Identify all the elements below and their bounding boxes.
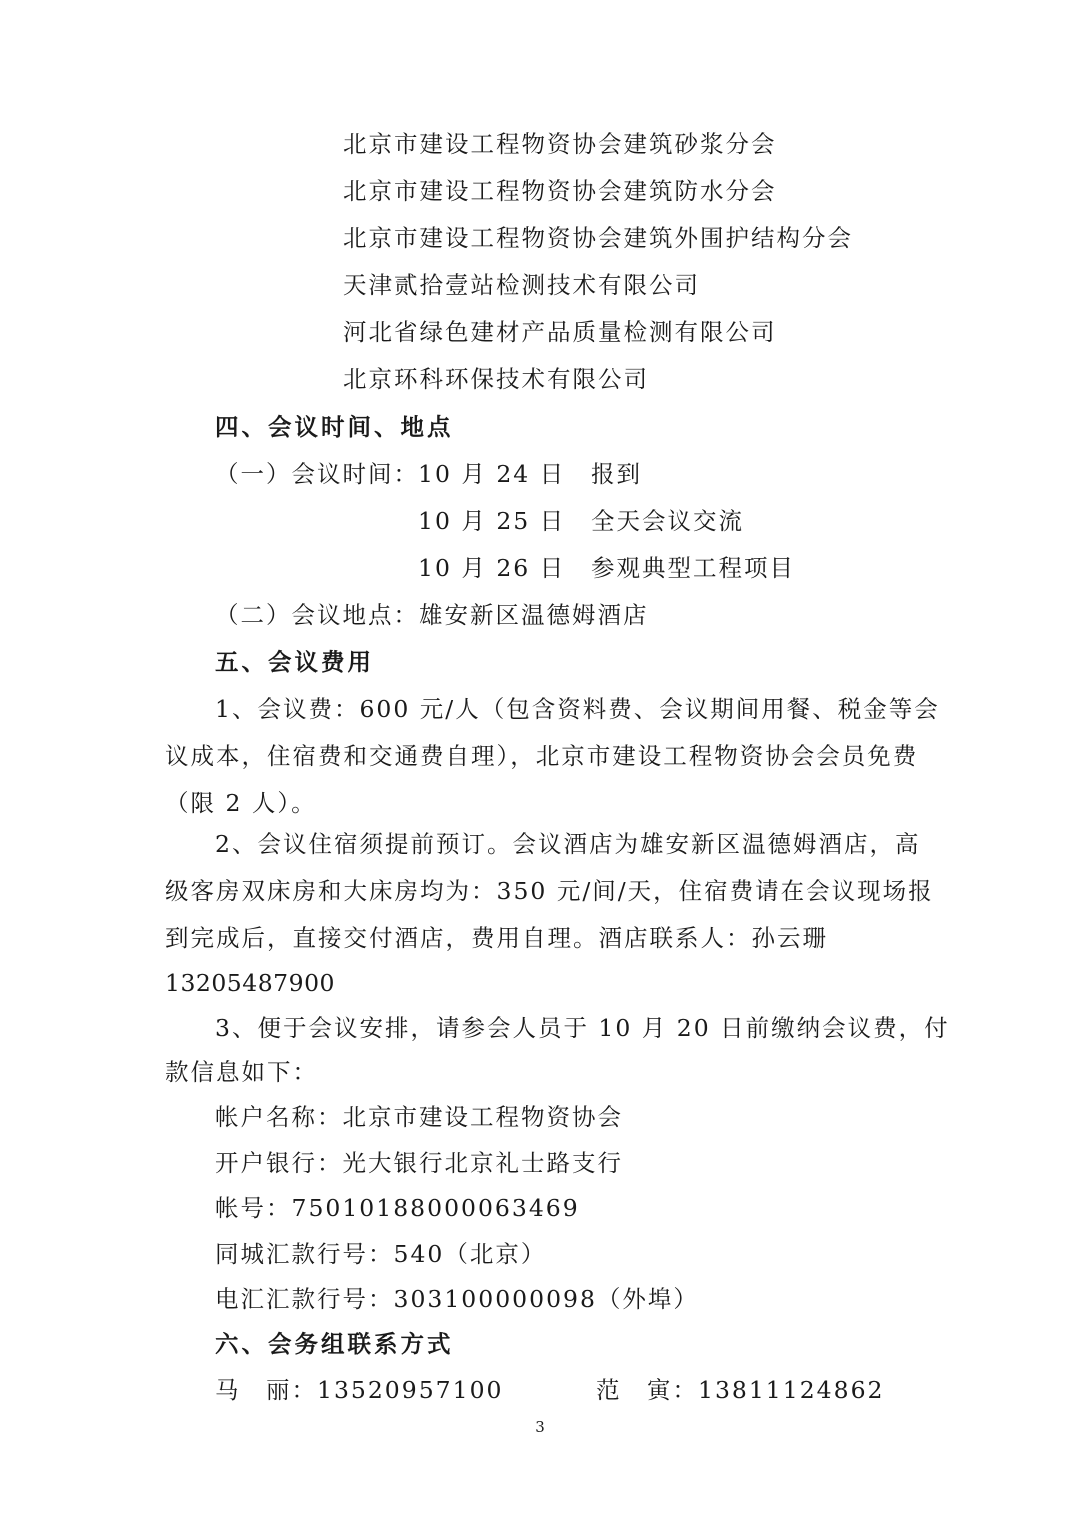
local-transfer-code: 同城汇款行号：540（北京） [215, 1240, 547, 1268]
schedule-event: 参观典型工程项目 [591, 554, 795, 582]
organizer-line: 北京市建设工程物资协会建筑防水分会 [343, 177, 777, 205]
meeting-location: （二）会议地点：雄安新区温德姆酒店 [215, 601, 649, 629]
meeting-time-label: （一）会议时间： [215, 460, 419, 488]
schedule-date: 10 月 24 日 [418, 460, 566, 488]
schedule-date: 10 月 26 日 [418, 554, 566, 582]
organizer-line: 北京市建设工程物资协会建筑砂浆分会 [343, 130, 777, 158]
schedule-event: 报到 [591, 460, 642, 488]
paragraph-line: 1、会议费：600 元/人（包含资料费、会议期间用餐、税金等会 [215, 695, 940, 723]
paragraph-line: 3、便于会议安排，请参会人员于 10 月 20 日前缴纳会议费，付 [215, 1014, 950, 1042]
bank-name: 开户银行：光大银行北京礼士路支行 [215, 1149, 623, 1177]
section-heading: 六、会务组联系方式 [215, 1330, 454, 1358]
organizer-line: 河北省绿色建材产品质量检测有限公司 [343, 318, 777, 346]
paragraph-line: 级客房双床房和大床房均为：350 元/间/天，住宿费请在会议现场报 [165, 877, 934, 905]
organizer-line: 北京环科环保技术有限公司 [343, 365, 649, 393]
organizer-line: 北京市建设工程物资协会建筑外围护结构分会 [343, 224, 853, 252]
contact-entry: 范 寅：13811124862 [596, 1376, 885, 1404]
wire-transfer-code: 电汇汇款行号：303100000098（外埠） [215, 1285, 699, 1313]
paragraph-line: （限 2 人）。 [165, 789, 317, 817]
paragraph-line: 2、会议住宿须提前预订。会议酒店为雄安新区温德姆酒店，高 [215, 830, 921, 858]
organizer-line: 天津贰拾壹站检测技术有限公司 [343, 271, 700, 299]
account-number: 帐号：75010188000063469 [215, 1194, 580, 1222]
paragraph-line: 到完成后，直接交付酒店，费用自理。酒店联系人：孙云珊 [165, 924, 828, 952]
schedule-event: 全天会议交流 [591, 507, 744, 535]
account-name: 帐户名称：北京市建设工程物资协会 [215, 1103, 623, 1131]
schedule-date: 10 月 25 日 [418, 507, 566, 535]
section-heading: 五、会议费用 [215, 648, 374, 676]
section-heading: 四、会议时间、地点 [215, 413, 454, 441]
contact-entry: 马 丽：13520957100 [215, 1376, 504, 1404]
page-number: 3 [535, 1418, 545, 1436]
paragraph-line: 款信息如下： [165, 1058, 318, 1086]
paragraph-line: 议成本，住宿费和交通费自理），北京市建设工程物资协会会员免费 [165, 742, 919, 770]
hotel-contact-phone: 13205487900 [165, 969, 335, 997]
